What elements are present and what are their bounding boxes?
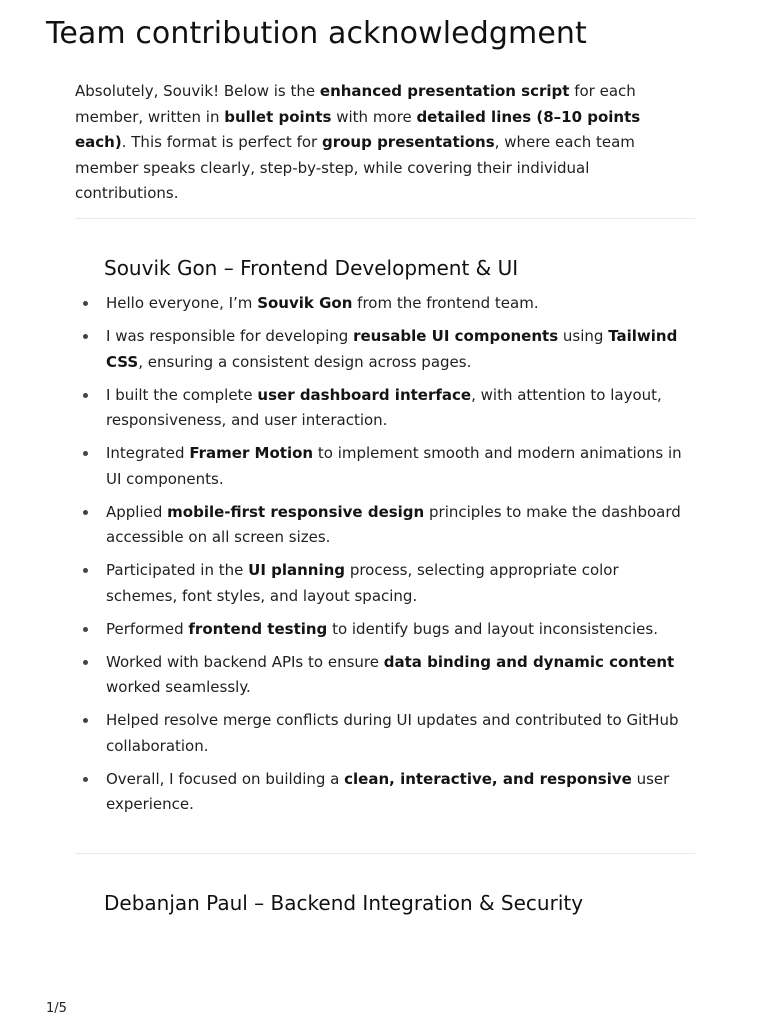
bullet-item xyxy=(81,291,691,317)
bullet-dot-icon xyxy=(83,393,88,398)
text-run: Helped resolve merge conflicts during UI updates and contributed to GitHub collaboration. xyxy=(106,711,679,755)
bullet-item xyxy=(81,500,691,551)
text-run: Performed xyxy=(106,619,189,638)
emphasis-text: frontend testing xyxy=(188,619,328,638)
emphasis-text: detailed lines (8–10 points each) xyxy=(75,107,641,151)
bullet-dot-icon xyxy=(83,660,88,665)
text-run: to implement smooth and modern animations in UI components. xyxy=(106,444,682,488)
text-run: I was responsible for developing xyxy=(106,327,354,345)
section-heading-souvik: Souvik Gon – Frontend Development & UI xyxy=(104,256,519,280)
bullet-dot-icon xyxy=(83,510,88,515)
emphasis-text: data binding and dynamic content xyxy=(383,652,675,671)
bullet-item xyxy=(81,767,691,818)
page-title: Team contribution acknowledgment xyxy=(46,16,587,51)
bullet-item xyxy=(81,708,691,759)
text-run: Absolutely, Souvik! Below is the xyxy=(75,82,320,100)
bullet-item xyxy=(81,324,691,375)
text-run: . This format is perfect for xyxy=(121,133,322,151)
bullet-item xyxy=(81,441,691,492)
intro-paragraph xyxy=(75,79,695,207)
emphasis-text: group presentations xyxy=(321,133,495,151)
bullet-dot-icon xyxy=(83,718,88,723)
emphasis-text: mobile-first responsive design xyxy=(167,502,425,521)
text-run: worked seamlessly. xyxy=(106,678,251,696)
text-run: to identify bugs and layout inconsistencies. xyxy=(327,619,658,638)
text-run: for each member, written in xyxy=(75,82,636,126)
bullet-dot-icon xyxy=(83,301,88,306)
bullet-dot-icon xyxy=(83,627,88,632)
section-divider xyxy=(75,218,695,219)
emphasis-text: Framer Motion xyxy=(189,444,314,462)
text-run: from the frontend team. xyxy=(352,294,539,312)
emphasis-text: clean, interactive, and responsive xyxy=(344,769,632,788)
emphasis-text: reusable UI components xyxy=(353,327,559,345)
text-run: , ensuring a consistent design across pages. xyxy=(138,352,472,371)
text-run: Overall, I focused on building a xyxy=(106,769,345,788)
emphasis-text: user dashboard interface xyxy=(257,385,472,404)
text-run: , where each team member speaks clearly, step-by-step, while covering their individual contributions. xyxy=(75,133,635,202)
bullet-dot-icon xyxy=(83,334,88,339)
text-run: Worked with backend APIs to ensure xyxy=(106,652,384,671)
emphasis-text: Tailwind CSS xyxy=(106,327,678,371)
text-run: principles to make the dashboard accessible on all screen sizes. xyxy=(106,502,681,546)
bullet-item xyxy=(81,558,691,609)
text-run: process, selecting appropriate color schemes, font styles, and layout spacing. xyxy=(106,561,619,605)
text-run: I built the complete xyxy=(106,385,258,404)
emphasis-text: enhanced presentation script xyxy=(319,82,570,100)
emphasis-text: Souvik Gon xyxy=(257,294,353,312)
bullet-item xyxy=(81,383,691,434)
bullet-list-souvik xyxy=(81,291,691,825)
text-run: using xyxy=(558,327,609,345)
bullet-dot-icon xyxy=(83,451,88,456)
emphasis-text: UI planning xyxy=(248,561,346,579)
section-divider xyxy=(75,853,695,854)
page-number: 1/5 xyxy=(46,1001,67,1016)
bullet-item xyxy=(81,650,691,701)
text-run: Applied xyxy=(106,502,168,521)
text-run: with more xyxy=(331,107,417,126)
text-run: user experience. xyxy=(106,769,670,813)
emphasis-text: bullet points xyxy=(224,107,332,126)
bullet-item xyxy=(81,617,691,643)
text-run: , with attention to layout, responsiveness, and user interaction. xyxy=(106,385,662,429)
bullet-dot-icon xyxy=(83,568,88,573)
text-run: Participated in the xyxy=(106,561,249,579)
bullet-dot-icon xyxy=(83,777,88,782)
section-heading-debanjan: Debanjan Paul – Backend Integration & Security xyxy=(104,891,584,915)
text-run: Hello everyone, I’m xyxy=(106,294,258,312)
text-run: Integrated xyxy=(106,444,190,462)
